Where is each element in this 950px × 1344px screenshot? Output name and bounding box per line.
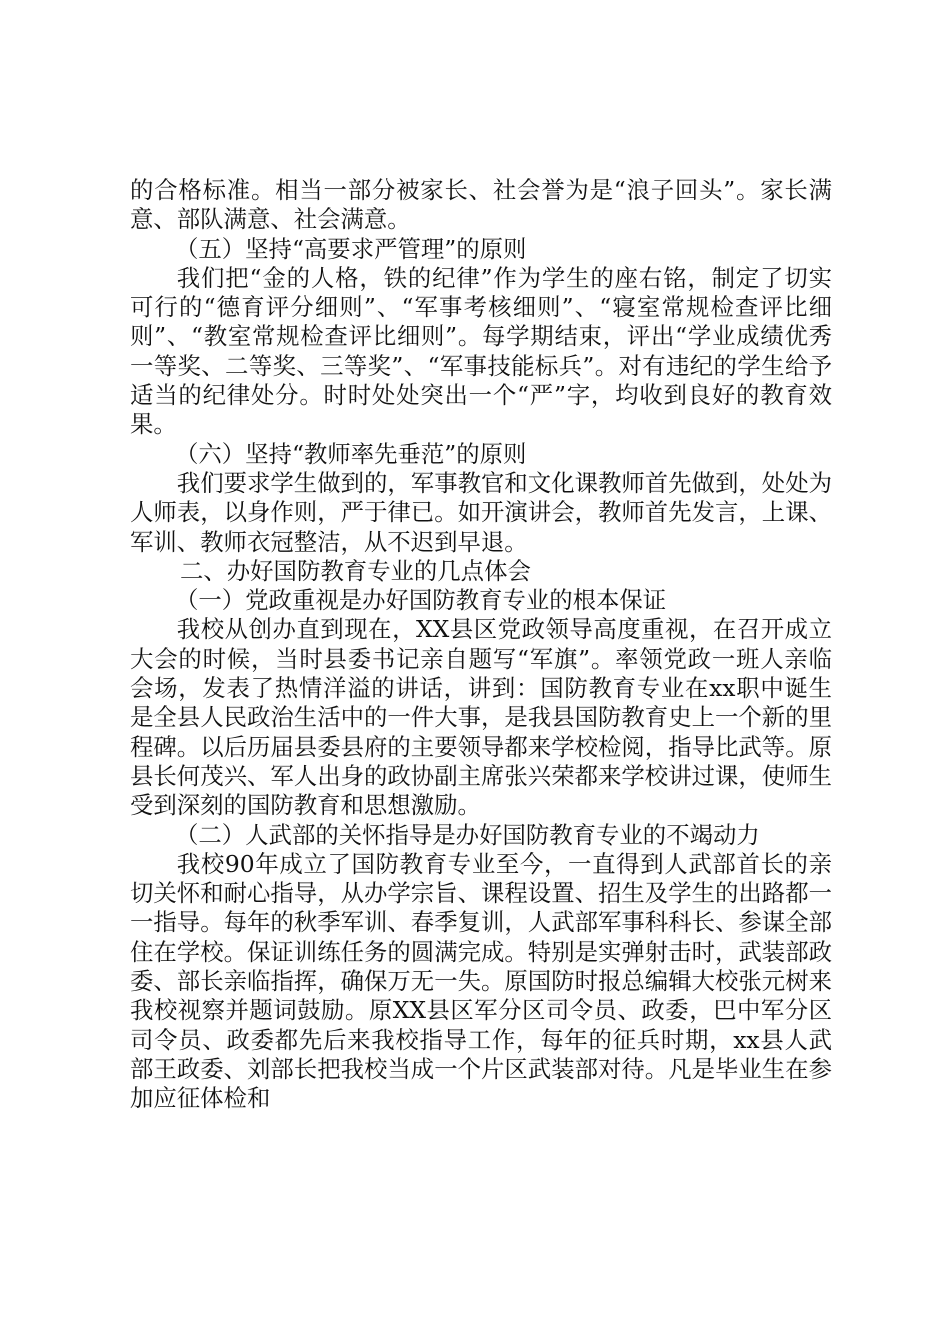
paragraph-teacher-example: 我们要求学生做到的，军事教官和文化课教师首先做到，处处为人师表，以身作则，严于律已。如开演讲会，教师首先发言，上课、军训、教师衣冠整洁，从不迟到早退。 [130, 468, 832, 556]
paragraph-party-support: 我校从创办直到现在，XX县区党政领导高度重视，在召开成立大会的时候，当时县委书记亲自题写“军旗”。率领党政一班人亲临会场，发表了热情洋溢的讲话，讲到：国防教育专业在xx职中诞生是全县人民政治生活中的一件大事，是我县国防教育史上一个新的里程碑。以后历届县委县府的主要领导都来学校检阅，指导比武等。原县长何茂兴、军人出身的政协副主席张兴荣都来学校讲过课，使师生受到深刻的国防教育和思想激励。 [130, 615, 832, 820]
paragraph-continuation: 的合格标准。相当一部分被家长、社会誉为是“浪子回头”。家长满意、部队满意、社会满意。 [130, 176, 832, 234]
document-page [130, 176, 832, 1114]
section-heading-6: （六）坚持“教师率先垂范”的原则 [175, 439, 527, 468]
section-heading-2-1: （一）党政重视是办好国防教育专业的根本保证 [175, 586, 667, 615]
paragraph-strict-management: 我们把“金的人格，铁的纪律”作为学生的座右铭，制定了切实可行的“德育评分细则”、“军事考核细则”、“寝室常规检查评比细则”、“教室常规检查评比细则”。每学期结束，评出“学业成绩优秀一等奖、二等奖、三等奖”、“军事技能标兵”。对有违纪的学生给予适当的纪律处分。时时处处突出一个“严”字，均收到良好的教育效果。 [130, 263, 832, 439]
section-heading-5: （五）坚持“高要求严管理”的原则 [175, 234, 527, 263]
section-heading-2-2: （二）人武部的关怀指导是办好国防教育专业的不竭动力 [175, 820, 760, 849]
chapter-heading-2: 二、办好国防教育专业的几点体会 [180, 556, 531, 585]
paragraph-armed-forces-support: 我校90年成立了国防教育专业至今，一直得到人武部首长的亲切关怀和耐心指导，从办学宗旨、课程设置、招生及学生的出路都一一指导。每年的秋季军训、春季复训，人武部军事科科长、参谋全部住在学校。保证训练任务的圆满完成。特别是实弹射击时，武装部政委、部长亲临指挥，确保万无一失。原国防时报总编辑大校张元树来我校视察并题词鼓励。原XX县区军分区司令员、政委，巴中军分区司令员、政委都先后来我校指导工作，每年的征兵时期，xx县人武部王政委、刘部长把我校当成一个片区武装部对待。凡是毕业生在参加应征体检和 [130, 849, 832, 1113]
